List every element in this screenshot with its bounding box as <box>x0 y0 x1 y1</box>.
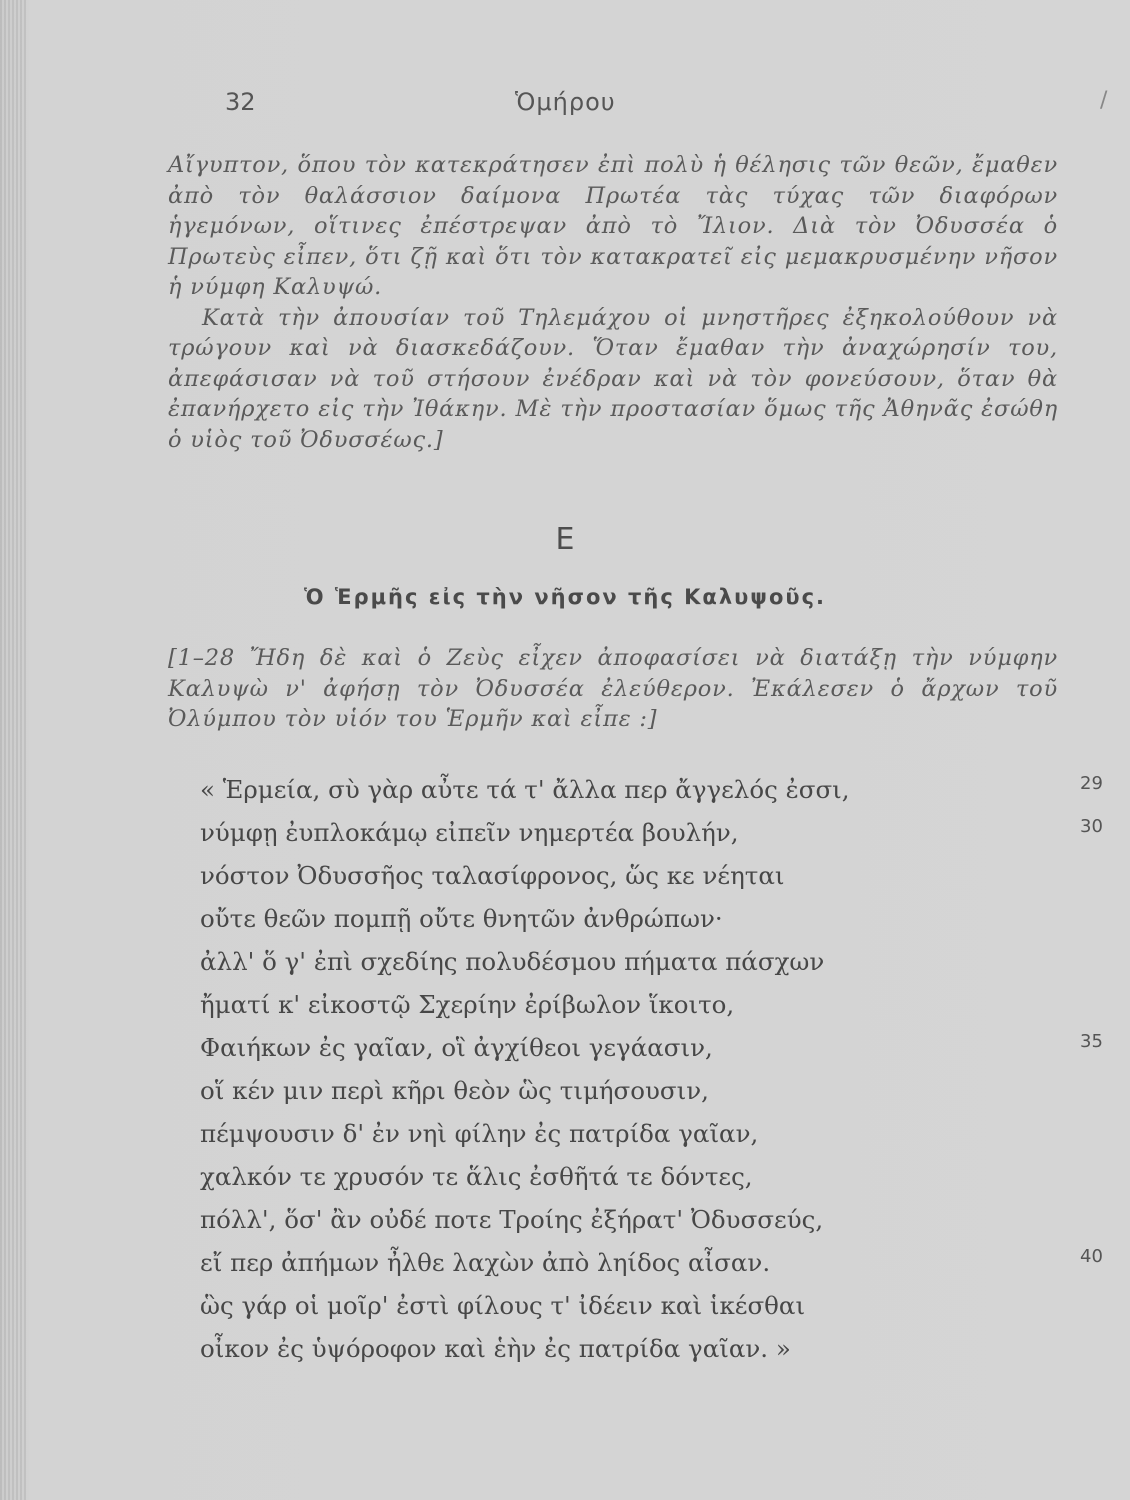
verse-line <box>200 1069 1100 1112</box>
verse-line <box>200 1155 1100 1198</box>
verse-text: νόστον Ὀδυσσῆος ταλασίφρονος, ὥς κε νέηται <box>200 861 785 890</box>
line-number: 40 <box>1080 1246 1103 1267</box>
verse-text: Φαιήκων ἐς γαῖαν, οἳ ἀγχίθεοι γεγάασιν, <box>200 1033 713 1062</box>
intro-prose <box>168 150 1058 455</box>
verse-text: οὔτε θεῶν πομπῇ οὔτε θνητῶν ἀνθρώπων· <box>200 904 723 933</box>
verse-text: ἤματί κ' εἰκοστῷ Σχερίην ἐρίβωλον ἵκοιτο, <box>200 990 735 1019</box>
verse-line <box>200 768 1103 811</box>
verse-line <box>200 1026 1103 1069</box>
verse-text: πέμψουσιν δ' ἐν νηὶ φίλην ἐς πατρίδα γαῖαν, <box>200 1119 759 1148</box>
section-letter: Ε <box>555 522 575 557</box>
corner-mark: / <box>1100 88 1108 113</box>
verse-text: πόλλ', ὅσ' ἂν οὐδέ ποτε Τροίης ἐξήρατ' Ὀδυσσεύς, <box>200 1205 824 1234</box>
verse-line <box>200 811 1103 854</box>
summary-paragraph: [1–28 Ἤδη δὲ καὶ ὁ Ζεὺς εἶχεν ἀποφασίσει νὰ διατάξῃ τὴν νύμφην Καλυψὼ ν' ἀφήσῃ τὸν Ὀδυσσέα ἐλεύθερον. Ἐκάλεσεν ὁ ἄρχων τοῦ Ὀλύμπου τὸν υἱόν του Ἑρμῆν καὶ εἶπε :] <box>168 645 1058 732</box>
line-number: 29 <box>1080 773 1103 794</box>
verse-text: νύμφῃ ἐυπλοκάμῳ εἰπεῖν νημερτέα βουλήν, <box>200 818 739 847</box>
verse-line <box>200 1112 1100 1155</box>
line-number: 30 <box>1080 816 1103 837</box>
verse-text: ἀλλ' ὅ γ' ἐπὶ σχεδίης πολυδέσμου πήματα πάσχων <box>200 947 825 976</box>
verse-text: χαλκόν τε χρυσόν τε ἅλις ἐσθῆτά τε δόντες, <box>200 1162 753 1191</box>
line-number: 35 <box>1080 1031 1103 1052</box>
page-header <box>0 88 1130 128</box>
section-title: Ὁ Ἑρμῆς εἰς τὴν νῆσον τῆς Καλυψοῦς. <box>303 585 827 609</box>
running-title: Ὁμήρου <box>515 88 616 116</box>
verse-line <box>200 940 1100 983</box>
page-number: 32 <box>225 88 256 116</box>
verse-text: ὣς γάρ οἱ μοῖρ' ἐστὶ φίλους τ' ἰδέειν καὶ ἱκέσθαι <box>200 1291 806 1320</box>
verse-line <box>200 897 1100 940</box>
verse-line <box>200 1241 1103 1284</box>
intro-paragraph-1: Αἴγυπτον, ὅπου τὸν κατεκράτησεν ἐπὶ πολὺ ἡ θέλησις τῶν θεῶν, ἔμαθεν ἀπὸ τὸν θαλάσσιον δαίμονα Πρωτέα τὰς τύχας τῶν διαφόρων ἡγεμόνων, οἵτινες ἐπέστρεψαν ἀπὸ τὸ Ἴλιον. Διὰ τὸν Ὀδυσσέα ὁ Πρωτεὺς εἶπεν, ὅτι ζῇ καὶ ὅτι τὸν κατακρατεῖ εἰς μεμακρυσμένην νῆσον ἡ νύμφη Καλυψώ. <box>168 152 1058 300</box>
verse-line <box>200 854 1100 897</box>
verse-line <box>200 1327 1100 1370</box>
section-summary <box>168 643 1058 735</box>
verse-line <box>200 1284 1100 1327</box>
verse-line <box>200 983 1100 1026</box>
verse-line <box>200 1198 1100 1241</box>
verse-text: οἵ κέν μιν περὶ κῆρι θεὸν ὣς τιμήσουσιν, <box>200 1076 709 1105</box>
intro-paragraph-2: Κατὰ τὴν ἀπουσίαν τοῦ Τηλεμάχου οἱ μνηστῆρες ἐξηκολούθουν νὰ τρώγουν καὶ νὰ διασκεδάζουν. Ὅταν ἔμαθαν τὴν ἀναχώρησίν του, ἀπεφάσισαν νὰ τοῦ στήσουν ἐνέδραν καὶ νὰ τὸν φονεύσουν, ὅταν θὰ ἐπανήρχετο εἰς τὴν Ἰθάκην. Μὲ τὴν προστασίαν ὅμως τῆς Ἀθηνᾶς ἐσώθη ὁ υἱὸς τοῦ Ὀδυσσέως.] <box>168 304 1058 453</box>
verse-block <box>200 768 1103 1370</box>
page-stack-edge <box>0 0 26 1500</box>
verse-text: « Ἑρμεία, σὺ γὰρ αὖτε τά τ' ἄλλα περ ἄγγελός ἐσσι, <box>200 775 850 804</box>
verse-text: οἶκον ἐς ὑψόροφον καὶ ἑὴν ἐς πατρίδα γαῖαν. » <box>200 1334 791 1363</box>
verse-text: εἴ περ ἀπήμων ἦλθε λαχὼν ἀπὸ ληίδος αἶσαν. <box>200 1248 771 1277</box>
